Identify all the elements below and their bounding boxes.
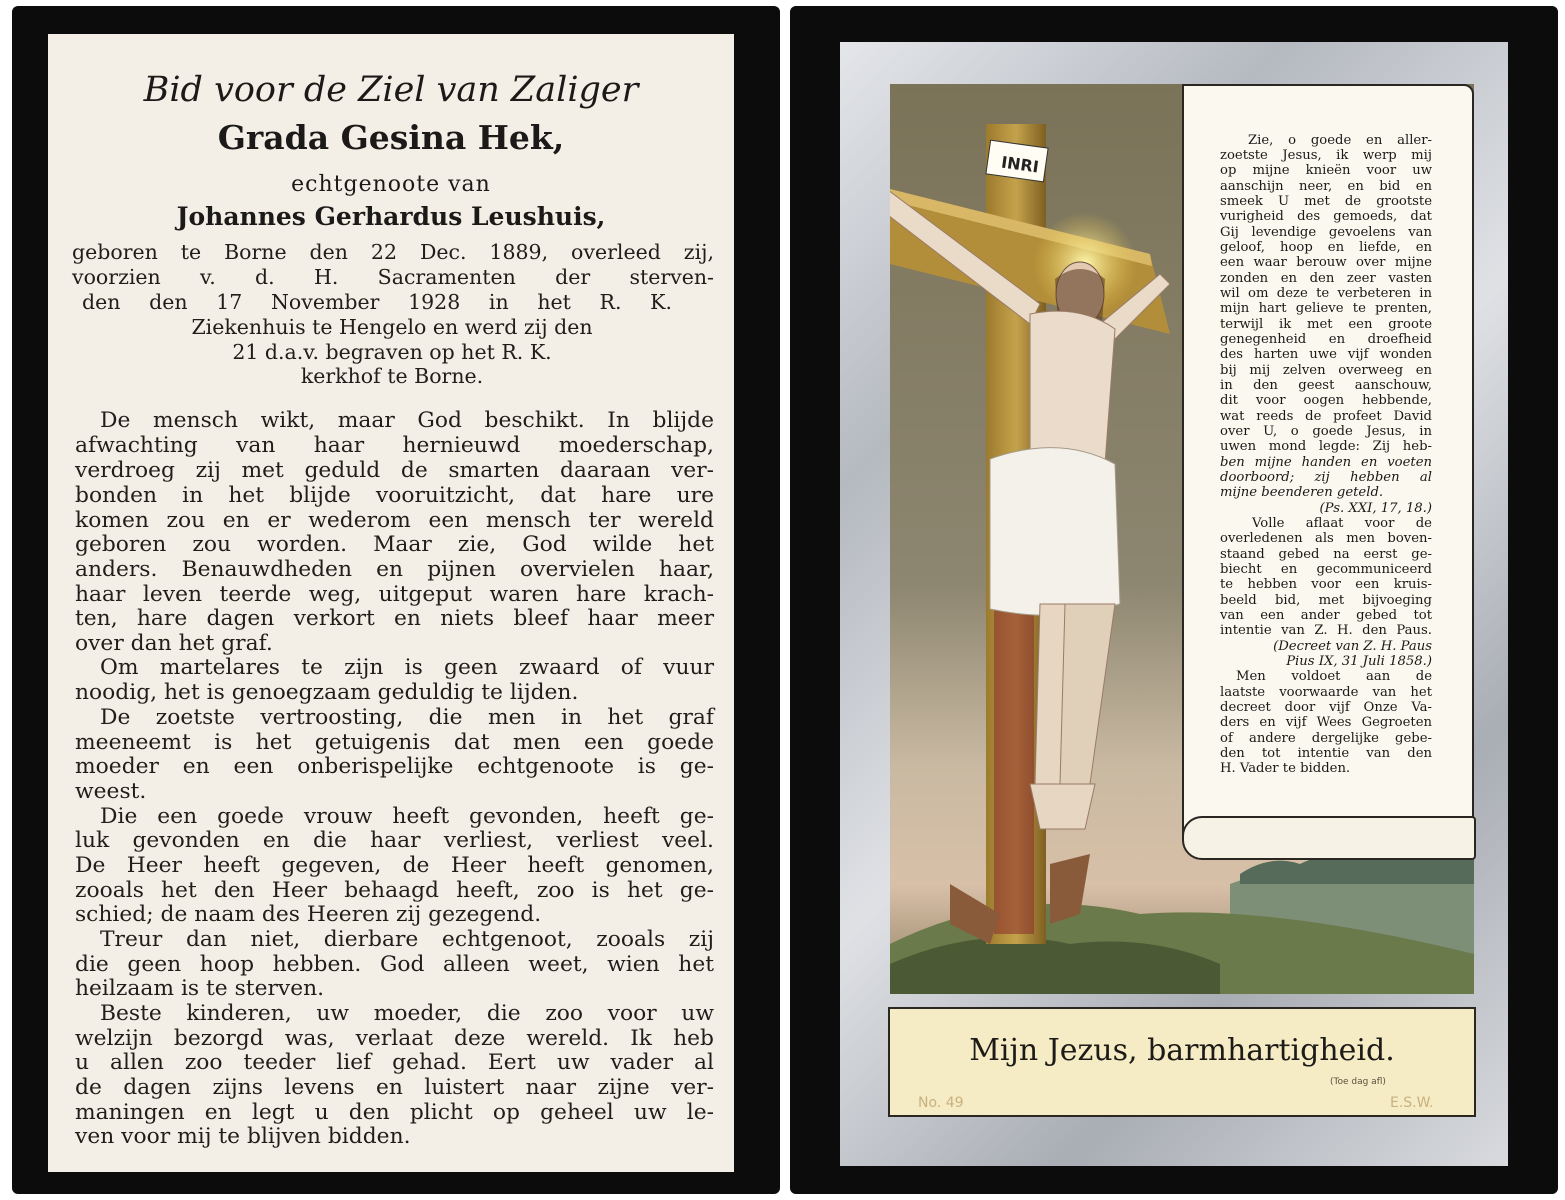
- inri-label: INRI: [1000, 152, 1040, 177]
- prayer-line: zoetste Jesus, ik werp mij: [1220, 148, 1432, 163]
- prayer-line: mijn hart gelieve te prenten,: [1220, 301, 1432, 316]
- prayer-line: Volle aflaat voor de: [1252, 516, 1432, 531]
- relation-text: echtgenoote van: [291, 172, 491, 197]
- prayer-line: genegenheid en droefheid: [1220, 332, 1432, 347]
- caption-banner: [888, 1007, 1476, 1117]
- body-line: bonden in het blijde vooruitzicht, dat hare ure: [75, 483, 714, 508]
- bio-line: Ziekenhuis te Hengelo en werd zij den: [191, 315, 593, 339]
- body-line: De zoetste vertroosting, die men in het graf: [100, 705, 714, 730]
- bio-line: den den 17 November 1928 in het R. K.: [82, 290, 672, 314]
- prayer-line: of andere dergelijke gebe-: [1220, 731, 1432, 746]
- body-line: schied; de naam des Heeren zij gezegend.: [75, 902, 542, 927]
- prayer-line: (Ps. XXI, 17, 18.): [1319, 501, 1432, 516]
- prayer-line: doorboord; zij hebben al: [1220, 470, 1432, 485]
- prayer-line: Pius IX, 31 Juli 1858.): [1286, 654, 1432, 669]
- prayer-line: over U, o goede Jesus, in: [1220, 424, 1432, 439]
- prayer-line: staand gebed na eerst ge-: [1220, 547, 1432, 562]
- body-line: De mensch wikt, maar God beschikt. In blijde: [100, 408, 714, 433]
- body-line: heilzaam is te sterven.: [75, 976, 325, 1001]
- prayer-line: intentie van Z. H. den Paus.: [1220, 623, 1432, 638]
- body-line: maningen en legt u den plicht op geheel uw le-: [75, 1100, 714, 1125]
- card-number: No. 49: [918, 1095, 964, 1111]
- body-line: anders. Benauwdheden en pijnen overvielen haar,: [75, 557, 714, 582]
- prayer-line: ben mijne handen en voeten: [1220, 455, 1432, 470]
- prayer-line: te hebben voor een kruis-: [1220, 577, 1432, 592]
- prayer-line: uwen mond legde: Zij heb-: [1220, 439, 1432, 454]
- prayer-line: biecht en gecommuniceerd: [1220, 562, 1432, 577]
- prayer-line: aanschijn neer, en bid en: [1220, 179, 1432, 194]
- prayer-line: in den geest aanschouw,: [1220, 378, 1432, 393]
- prayer-line: beeld bid, met bijvoeging: [1220, 593, 1432, 608]
- prayer-line: laatste voorwaarde van het: [1220, 685, 1432, 700]
- prayer-line: terwijl ik met een groote: [1220, 317, 1432, 332]
- body-line: welzijn bezorgd was, verlaat deze wereld. Ik heb: [75, 1026, 714, 1051]
- body-line: meeneemt is het getuigenis dat men een goede: [75, 730, 714, 755]
- prayer-line: Men voldoet aan de: [1236, 669, 1432, 684]
- body-line: u allen zoo teeder lief gehad. Eert uw vader al: [75, 1050, 714, 1075]
- body-line: Die een goede vrouw heeft gevonden, heeft ge-: [100, 804, 714, 829]
- banner-title: Mijn Jezus, barmhartigheid.: [969, 1033, 1395, 1068]
- prayer-line: op mijne knieën voor uw: [1220, 163, 1432, 178]
- prayer-line: van een ander gebed tot: [1220, 608, 1432, 623]
- bio-line: geboren te Borne den 22 Dec. 1889, overleed zij,: [72, 240, 714, 264]
- body-line: haar leven teerde weg, uitgeput waren hare krach-: [75, 582, 714, 607]
- body-line: Beste kinderen, uw moeder, die zoo voor uw: [100, 1001, 714, 1026]
- prayer-line: smeek U met de grootste: [1220, 194, 1432, 209]
- banner-note: (Toe dag afl): [1330, 1077, 1386, 1087]
- prayer-line: overledenen als men boven-: [1220, 531, 1432, 546]
- body-line: De Heer heeft gegeven, de Heer heeft genomen,: [75, 853, 714, 878]
- scroll-roll: [1182, 816, 1476, 860]
- prayer-line: een waar berouw over mijne: [1220, 255, 1432, 270]
- body-line: komen zou en er wederom een mensch ter wereld: [75, 508, 714, 533]
- spouse-name: Johannes Gerhardus Leushuis,: [176, 202, 606, 231]
- prayer-line: (Decreet van Z. H. Paus: [1273, 639, 1432, 654]
- prayer-line: ders en vijf Wees Gegroeten: [1220, 715, 1432, 730]
- bio-line: kerkhof te Borne.: [300, 364, 484, 388]
- body-line: weest.: [75, 779, 147, 804]
- prayer-line: H. Vader te bidden.: [1220, 761, 1351, 776]
- prayer-line: bij mij zelven overweeg en: [1220, 363, 1432, 378]
- bio-line: voorzien v. d. H. Sacramenten der sterven-: [72, 265, 714, 289]
- prayer-line: den tot intentie van den: [1220, 746, 1432, 761]
- body-line: ten, hare dagen verkort en niets bleef haar meer: [75, 606, 714, 631]
- prayer-line: mijne beenderen geteld.: [1220, 485, 1384, 500]
- body-line: Om martelares te zijn is geen zwaard of vuur: [100, 655, 714, 680]
- body-line: moeder en een onberispelijke echtgenoote is ge-: [75, 754, 714, 779]
- prayer-line: zonden en den zeer vasten: [1220, 271, 1432, 286]
- body-line: Treur dan niet, dierbare echtgenoot, zooals zij: [100, 927, 714, 952]
- publisher-mark: E.S.W.: [1390, 1095, 1434, 1111]
- body-line: zooals het den Heer behaagd heeft, zoo is het ge-: [75, 878, 714, 903]
- body-line: luk gevonden en die haar verliest, verliest veel.: [75, 828, 714, 853]
- prayer-line: des harten uwe vijf wonden: [1220, 347, 1432, 362]
- prayer-line: geloof, hoop en liefde, en: [1220, 240, 1432, 255]
- body-line: geboren zou worden. Maar zie, God wilde het: [75, 532, 714, 557]
- body-line: de dagen zijns levens en luistert naar zijne ver-: [75, 1075, 714, 1100]
- prayer-line: Gij levendige gevoelens van: [1220, 225, 1432, 240]
- prayer-line: wat reeds de profeet David: [1220, 409, 1432, 424]
- prayer-line: dit voor oogen hebbende,: [1220, 393, 1432, 408]
- body-line: over dan het graf.: [75, 631, 273, 656]
- body-line: afwachting van haar hernieuwd moederschap,: [75, 433, 714, 458]
- bio-line: 21 d.a.v. begraven op het R. K.: [232, 340, 552, 364]
- body-line: noodig, het is genoegzaam geduldig te lijden.: [75, 680, 579, 705]
- prayer-line: wil om deze te verbeteren in: [1220, 286, 1432, 301]
- prayer-heading: Bid voor de Ziel van Zaliger: [143, 70, 639, 110]
- body-line: verdroeg zij met geduld de smarten daaraan ver-: [75, 458, 714, 483]
- prayer-line: Zie, o goede en aller-: [1248, 133, 1432, 148]
- deceased-name: Grada Gesina Hek,: [217, 118, 565, 157]
- prayer-line: vurigheid des gemoeds, dat: [1220, 209, 1432, 224]
- prayer-line: decreet door vijf Onze Va-: [1220, 700, 1432, 715]
- body-line: ven voor mij te blijven bidden.: [75, 1124, 411, 1149]
- body-line: die geen hoop hebben. God alleen weet, wien het: [75, 952, 714, 977]
